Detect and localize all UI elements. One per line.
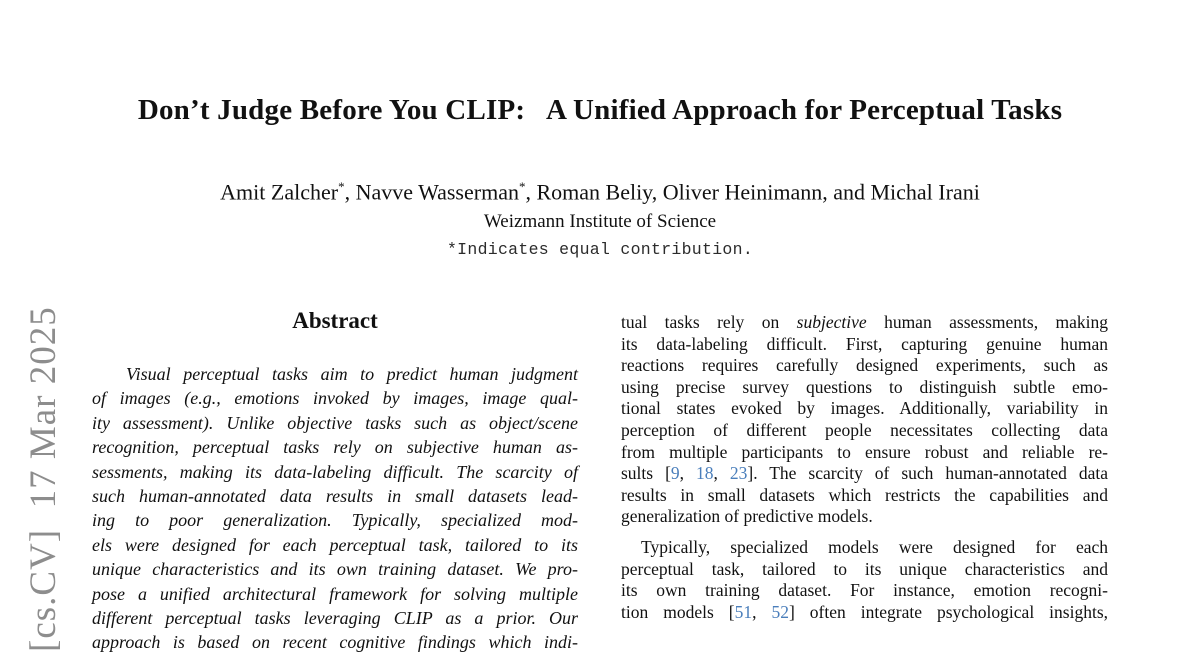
body-paragraph [621,312,1108,528]
text-line: tion models [51, 52] often integrate psychological insights, [621,601,1109,622]
text-line: its data-labeling difficult. First, capturing genuine human [621,333,1108,354]
abstract-heading: Abstract [292,308,378,333]
text-line: tual tasks rely on subjective human assessments, making [621,312,1108,332]
text-line: of images (e.g., emotions invoked by images, image qual- [92,388,578,409]
text-line: from multiple participants to ensure robust and reliable re- [621,441,1108,462]
text-line: perceptual task, tailored to its unique characteristics and [621,558,1108,579]
text-line: els were designed for each perceptual task, tailored to its [92,534,578,555]
right-column [621,312,1108,623]
text-line: using precise survey questions to distinguish subtle emo- [621,376,1108,397]
affiliation: Weizmann Institute of Science [483,211,717,232]
text-line: sults [9, 18, 23]. The scarcity of such human-annotated data [621,463,1109,484]
citation-ref[interactable]: 52 [771,601,789,622]
arxiv-stamp: [cs.CV] 17 Mar 2025 [23,306,64,652]
text-line: pose a unified architectural framework for solving multiple [92,583,578,604]
equal-contrib-asterisk: * [338,179,345,194]
citation-ref[interactable]: 9 [670,463,680,484]
text-line: approach is based on recent cognitive findings which indi- [92,632,578,653]
text-line: Typically, specialized models were designed for each [641,536,1108,557]
text-line: reactions requires carefully designed experiments, such as [621,355,1108,376]
citation-ref[interactable]: 51 [734,601,753,622]
paper-title: Don’t Judge Before You CLIP: A Unified Approach for Perceptual Tasks [137,94,1063,126]
abstract-text [92,362,578,655]
text-line: results in small datasets which restricts the capabilities and [621,484,1108,505]
equal-contribution-note: *Indicates equal contribution. [446,240,754,259]
body-paragraph [621,537,1108,623]
citation-ref[interactable]: 23 [729,463,748,484]
authors-line: Amit Zalcher*, Navve Wasserman*, Roman Beliy, Oliver Heinimann, and Michal Irani [220,179,980,205]
text-line: its own training dataset. For instance, emotion recogni- [621,580,1108,601]
citation-ref[interactable]: 18 [696,463,714,484]
text-line: Visual perceptual tasks aim to predict human judgment [126,364,578,384]
text-line: ing to poor generalization. Typically, specialized mod- [92,510,578,531]
text-line: such human-annotated data results in small datasets lead- [92,486,578,507]
left-column [92,308,578,655]
text-line: generalization of predictive models. [621,506,873,527]
text-line: ity assessment). Unlike objective tasks such as object/scene [92,412,578,433]
text-line: unique characteristics and its own training dataset. We pro- [92,559,578,580]
text-line: tional states evoked by images. Additionally, variability in [621,398,1108,419]
text-line: perception of different people necessitates collecting data [621,419,1108,440]
text-line: different perceptual tasks leveraging CLIP as a prior. Our [92,608,578,629]
equal-contrib-asterisk: * [518,179,526,194]
text-line: recognition, perceptual tasks rely on subjective human as- [92,437,578,458]
text-line: sessments, making its data-labeling difficult. The scarcity of [92,461,578,482]
